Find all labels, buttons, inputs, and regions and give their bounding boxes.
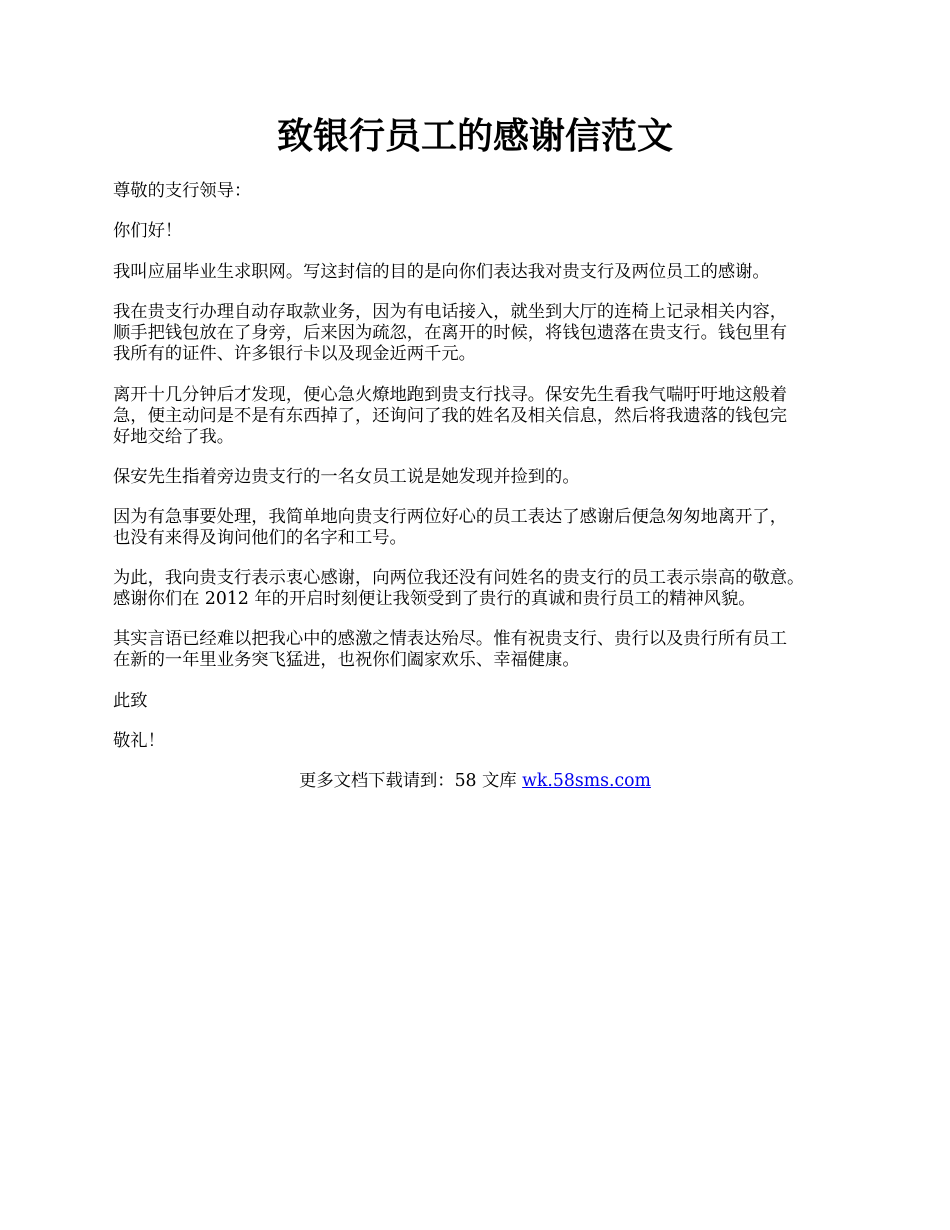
- paragraph-line: 也没有来得及询问他们的名字和工号。: [113, 528, 407, 548]
- paragraph-line: 我叫应届毕业生求职网。写这封信的目的是向你们表达我对贵支行及两位员工的感谢。: [113, 262, 770, 282]
- paragraph-line: 为此，我向贵支行表示衷心感谢，向两位我还没有问姓名的贵支行的员工表示崇高的敬意。: [113, 568, 805, 588]
- paragraph-line: 在新的一年里业务突飞猛进，也祝你们阖家欢乐、幸福健康。: [113, 650, 580, 670]
- regards: 敬礼！: [113, 731, 165, 751]
- footer: [0, 770, 950, 792]
- paragraph-line: 急，便主动问是不是有东西掉了，还询问了我的姓名及相关信息，然后将我遗落的钱包完: [113, 406, 787, 426]
- paragraph-line: 保安先生指着旁边贵支行的一名女员工说是她发现并捡到的。: [113, 467, 580, 487]
- paragraph-line: 因为有急事要处理，我简单地向贵支行两位好心的员工表达了感谢后便急匆匆地离开了，: [113, 507, 787, 527]
- paragraph-line: 好地交给了我。: [113, 427, 234, 447]
- paragraph-line: 顺手把钱包放在了身旁，后来因为疏忽，在离开的时候，将钱包遗落在贵支行。钱包里有: [113, 323, 787, 343]
- closing: 此致: [113, 691, 148, 711]
- paragraph-line: 我所有的证件、许多银行卡以及现金近两千元。: [113, 344, 476, 364]
- paragraph-line: 感谢你们在 2012 年的开启时刻便让我领受到了贵行的真诚和贵行员工的精神风貌。: [113, 589, 756, 609]
- document-title: 致银行员工的感谢信范文: [276, 115, 673, 157]
- salutation: 尊敬的支行领导：: [113, 181, 252, 201]
- greeting: 你们好！: [113, 221, 183, 241]
- paragraph-line: 我在贵支行办理自动存取款业务，因为有电话接入，就坐到大厅的连椅上记录相关内容，: [113, 302, 787, 322]
- paragraph-line: 其实言语已经难以把我心中的感激之情表达殆尽。惟有祝贵支行、贵行以及贵行所有员工: [113, 629, 787, 649]
- footer-link[interactable]: wk.58sms.com: [522, 771, 651, 791]
- paragraph-line: 离开十几分钟后才发现，便心急火燎地跑到贵支行找寻。保安先生看我气喘吁吁地这般着: [113, 385, 787, 405]
- footer-text: 更多文档下载请到：58 文库: [299, 771, 523, 791]
